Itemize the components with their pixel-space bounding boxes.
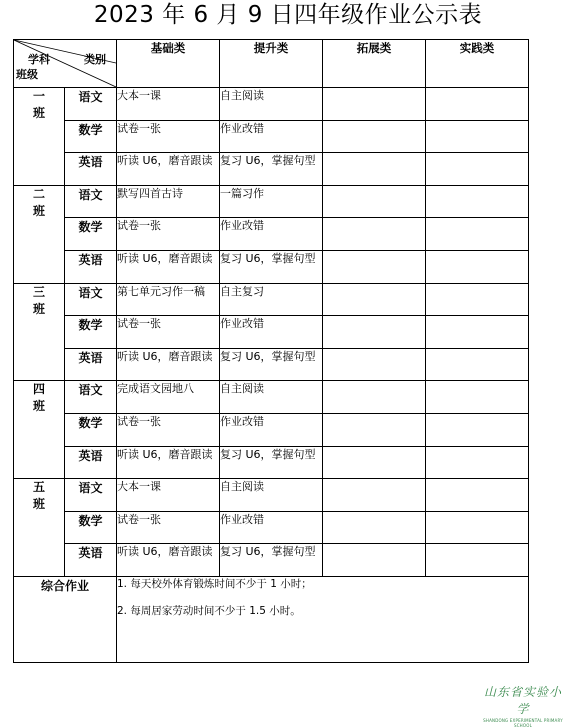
- improve-task-cell: 复习 U6，掌握句型: [220, 250, 323, 283]
- improve-task-cell: 作业改错: [220, 316, 323, 349]
- extend-task-cell: [323, 413, 426, 446]
- extend-task-cell: [323, 283, 426, 316]
- class-name-cell: [14, 479, 65, 577]
- practice-task-cell: [426, 153, 529, 186]
- extend-task-cell: [323, 348, 426, 381]
- improve-task-cell: 复习 U6，掌握句型: [220, 446, 323, 479]
- improve-task-cell: 复习 U6，掌握句型: [220, 544, 323, 577]
- table-row: [14, 120, 529, 153]
- class-name-cell: [14, 283, 65, 381]
- header-row: [14, 40, 529, 88]
- class-name-char: 班: [32, 497, 45, 512]
- basic-task-cell: 完成语文园地八: [117, 381, 220, 414]
- table-row: [14, 218, 529, 251]
- practice-task-cell: [426, 348, 529, 381]
- corner-category-label: 类别: [84, 53, 106, 66]
- table-row: [14, 511, 529, 544]
- practice-task-cell: [426, 120, 529, 153]
- logo-subtext: SHANDONG EXPERIMENTAL PRIMARY SCHOOL: [483, 718, 563, 728]
- improve-task-cell: 复习 U6，掌握句型: [220, 348, 323, 381]
- extend-task-cell: [323, 544, 426, 577]
- table-row: [14, 250, 529, 283]
- basic-task-cell: 默写四首古诗: [117, 185, 220, 218]
- extend-task-cell: [323, 446, 426, 479]
- corner-class-label: 班级: [16, 68, 38, 81]
- class-name-char: 班: [32, 203, 45, 218]
- summary-item: 1. 每天校外体育锻炼时间不少于 1 小时；: [117, 577, 312, 590]
- subject-cell: 语文: [65, 479, 117, 512]
- basic-task-cell: 试卷一张: [117, 413, 220, 446]
- subject-cell: 语文: [65, 185, 117, 218]
- improve-task-cell: 自主阅读: [220, 479, 323, 512]
- column-header-basic: 基础类: [117, 40, 220, 88]
- extend-task-cell: [323, 381, 426, 414]
- extend-task-cell: [323, 185, 426, 218]
- table-row: [14, 316, 529, 349]
- table-row: [14, 348, 529, 381]
- subject-cell: 英语: [65, 250, 117, 283]
- class-name-char: 班: [32, 399, 45, 414]
- improve-task-cell: 复习 U6，掌握句型: [220, 153, 323, 186]
- subject-cell: 语文: [65, 283, 117, 316]
- basic-task-cell: 听读 U6，磨音跟读: [117, 250, 220, 283]
- header-corner-cell: [14, 40, 117, 88]
- practice-task-cell: [426, 316, 529, 349]
- table-row: [14, 413, 529, 446]
- subject-cell: 数学: [65, 511, 117, 544]
- subject-cell: 语文: [65, 88, 117, 121]
- class-name-char: 二: [32, 186, 45, 201]
- class-name-cell: [14, 185, 65, 283]
- table-row: [14, 283, 529, 316]
- practice-task-cell: [426, 250, 529, 283]
- improve-task-cell: 作业改错: [220, 218, 323, 251]
- improve-task-cell: 作业改错: [220, 120, 323, 153]
- class-name-cell: [14, 88, 65, 186]
- basic-task-cell: 听读 U6，磨音跟读: [117, 348, 220, 381]
- basic-task-cell: 第七单元习作一稿: [117, 283, 220, 316]
- class-name-char: 班: [32, 106, 45, 120]
- page-title: 2023 年 6 月 9 日四年级作业公示表: [93, 2, 483, 28]
- table-row: [14, 153, 529, 186]
- extend-task-cell: [323, 511, 426, 544]
- extend-task-cell: [323, 479, 426, 512]
- extend-task-cell: [323, 250, 426, 283]
- practice-task-cell: [426, 218, 529, 251]
- basic-task-cell: 大本一课: [117, 479, 220, 512]
- class-name-cell: [14, 381, 65, 479]
- improve-task-cell: 自主阅读: [220, 88, 323, 121]
- subject-cell: 英语: [65, 348, 117, 381]
- class-name-char: 班: [32, 301, 45, 316]
- summary-item: 2. 每周居家劳动时间不少于 1.5 小时。: [117, 604, 301, 617]
- practice-task-cell: [426, 381, 529, 414]
- practice-task-cell: [426, 479, 529, 512]
- class-name-char: 四: [32, 382, 45, 397]
- practice-task-cell: [426, 511, 529, 544]
- improve-task-cell: 作业改错: [220, 413, 323, 446]
- basic-task-cell: 试卷一张: [117, 316, 220, 349]
- table-row: [14, 381, 529, 414]
- summary-label: 综合作业: [14, 576, 117, 662]
- practice-task-cell: [426, 446, 529, 479]
- basic-task-cell: 试卷一张: [117, 120, 220, 153]
- column-header-extend: 拓展类: [323, 40, 426, 88]
- table-row: [14, 185, 529, 218]
- extend-task-cell: [323, 88, 426, 121]
- logo-text: 山东省实验小学: [483, 685, 562, 716]
- class-name-char: 五: [32, 480, 45, 495]
- school-logo: [478, 683, 568, 728]
- improve-task-cell: 自主阅读: [220, 381, 323, 414]
- practice-task-cell: [426, 185, 529, 218]
- improve-task-cell: 作业改错: [220, 511, 323, 544]
- homework-table: [13, 39, 529, 663]
- subject-cell: 数学: [65, 413, 117, 446]
- corner-subject-label: 学科: [28, 53, 50, 66]
- subject-cell: 数学: [65, 218, 117, 251]
- subject-cell: 英语: [65, 544, 117, 577]
- improve-task-cell: 一篇习作: [220, 185, 323, 218]
- practice-task-cell: [426, 544, 529, 577]
- table-row: [14, 544, 529, 577]
- practice-task-cell: [426, 88, 529, 121]
- class-name-char: 三: [32, 284, 45, 299]
- basic-task-cell: 听读 U6，磨音跟读: [117, 544, 220, 577]
- basic-task-cell: 大本一课: [117, 88, 220, 121]
- basic-task-cell: 听读 U6，磨音跟读: [117, 446, 220, 479]
- subject-cell: 语文: [65, 381, 117, 414]
- table-row: [14, 88, 529, 121]
- table-row: [14, 479, 529, 512]
- subject-cell: 数学: [65, 120, 117, 153]
- summary-row: [14, 576, 529, 662]
- basic-task-cell: 试卷一张: [117, 511, 220, 544]
- basic-task-cell: 试卷一张: [117, 218, 220, 251]
- extend-task-cell: [323, 153, 426, 186]
- table-row: [14, 446, 529, 479]
- extend-task-cell: [323, 120, 426, 153]
- practice-task-cell: [426, 283, 529, 316]
- subject-cell: 英语: [65, 153, 117, 186]
- basic-task-cell: 听读 U6，磨音跟读: [117, 153, 220, 186]
- extend-task-cell: [323, 218, 426, 251]
- extend-task-cell: [323, 316, 426, 349]
- summary-content: [117, 576, 529, 662]
- subject-cell: 数学: [65, 316, 117, 349]
- subject-cell: 英语: [65, 446, 117, 479]
- column-header-improve: 提升类: [220, 40, 323, 88]
- class-name-char: 一: [32, 89, 45, 103]
- practice-task-cell: [426, 413, 529, 446]
- improve-task-cell: 自主复习: [220, 283, 323, 316]
- column-header-practice: 实践类: [426, 40, 529, 88]
